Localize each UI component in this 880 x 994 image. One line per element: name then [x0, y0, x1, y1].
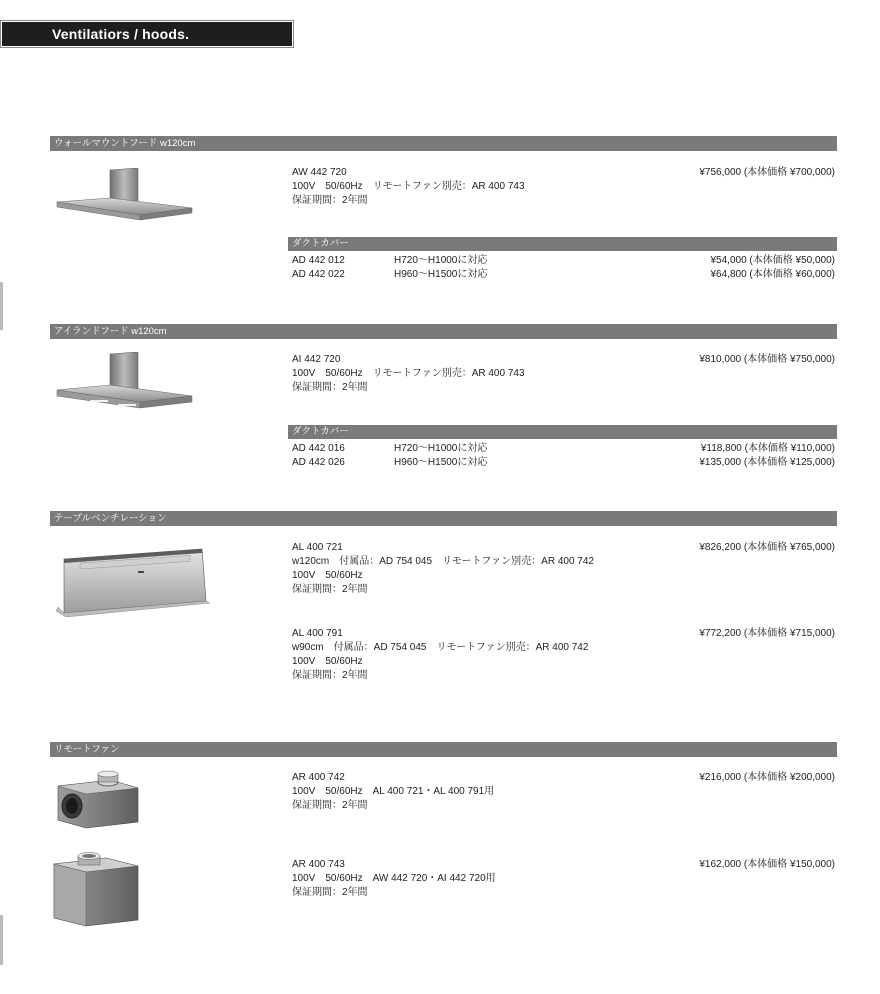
page-title: Ventilatiors / hoods. [2, 22, 292, 46]
product-spec: w120cm 付属品：AD 754 045 リモートファン別売：AR 400 742 [292, 556, 594, 567]
product-spec: w90cm 付属品：AD 754 045 リモートファン別売：AR 400 742 [292, 642, 589, 653]
product-price: ¥826,200 (本体価格 ¥765,000) [699, 542, 835, 553]
section-header-table-ventilation: テーブルベンチレーション [50, 511, 837, 526]
section-header-remote-fan: リモートファン [50, 742, 837, 757]
product-warranty: 保証期間：2年間 [292, 800, 368, 811]
scan-edge-mark [0, 282, 3, 330]
product-model: AI 442 720 [292, 354, 341, 365]
product-spec: 100V 50/60Hz リモートファン別売：AR 400 743 [292, 368, 525, 379]
product-price: ¥772,200 (本体価格 ¥715,000) [699, 628, 835, 639]
product-warranty: 保証期間：2年間 [292, 887, 368, 898]
product-warranty: 保証期間：2年間 [292, 670, 368, 681]
product-model: AR 400 743 [292, 859, 345, 870]
duct-range: H960～H1500に対応 [394, 269, 488, 280]
product-warranty: 保証期間：2年間 [292, 195, 368, 206]
product-price: ¥756,000 (本体価格 ¥700,000) [699, 167, 835, 178]
section-header-wall-hood: ウォールマウントフード w120cm [50, 136, 837, 151]
island-hood-image [52, 352, 197, 412]
subsection-header-duct-cover: ダクトカバー [288, 237, 837, 251]
duct-model: AD 442 026 [292, 457, 345, 468]
product-model: AL 400 721 [292, 542, 343, 553]
product-price: ¥810,000 (本体価格 ¥750,000) [699, 354, 835, 365]
duct-range: H720～H1000に対応 [394, 443, 488, 454]
duct-price: ¥54,000 (本体価格 ¥50,000) [710, 255, 835, 266]
subsection-header-duct-cover: ダクトカバー [288, 425, 837, 439]
product-model: AL 400 791 [292, 628, 343, 639]
duct-price: ¥118,800 (本体価格 ¥110,000) [700, 443, 835, 454]
product-spec: 100V 50/60Hz [292, 570, 363, 581]
product-spec: 100V 50/60Hz [292, 656, 363, 667]
remote-fan-ar400742-image [50, 770, 145, 830]
product-spec: 100V 50/60Hz リモートファン別売：AR 400 743 [292, 181, 525, 192]
product-price: ¥162,000 (本体価格 ¥150,000) [699, 859, 835, 870]
product-spec: 100V 50/60Hz AW 442 720・AI 442 720用 [292, 873, 496, 884]
remote-fan-ar400743-image [50, 850, 142, 930]
scan-edge-mark [0, 915, 3, 965]
duct-price: ¥135,000 (本体価格 ¥125,000) [699, 457, 835, 468]
product-spec: 100V 50/60Hz AL 400 721・AL 400 791用 [292, 786, 495, 797]
duct-price: ¥64,800 (本体価格 ¥60,000) [710, 269, 835, 280]
duct-model: AD 442 012 [292, 255, 345, 266]
product-price: ¥216,000 (本体価格 ¥200,000) [699, 772, 835, 783]
wall-mount-hood-image [52, 168, 197, 223]
product-warranty: 保証期間：2年間 [292, 584, 368, 595]
product-warranty: 保証期間：2年間 [292, 382, 368, 393]
product-model: AR 400 742 [292, 772, 345, 783]
duct-range: H720～H1000に対応 [394, 255, 488, 266]
table-ventilation-image [52, 545, 212, 617]
section-header-island-hood: アイランドフード w120cm [50, 324, 837, 339]
product-model: AW 442 720 [292, 167, 347, 178]
duct-range: H960～H1500に対応 [394, 457, 488, 468]
duct-model: AD 442 022 [292, 269, 345, 280]
duct-model: AD 442 016 [292, 443, 345, 454]
